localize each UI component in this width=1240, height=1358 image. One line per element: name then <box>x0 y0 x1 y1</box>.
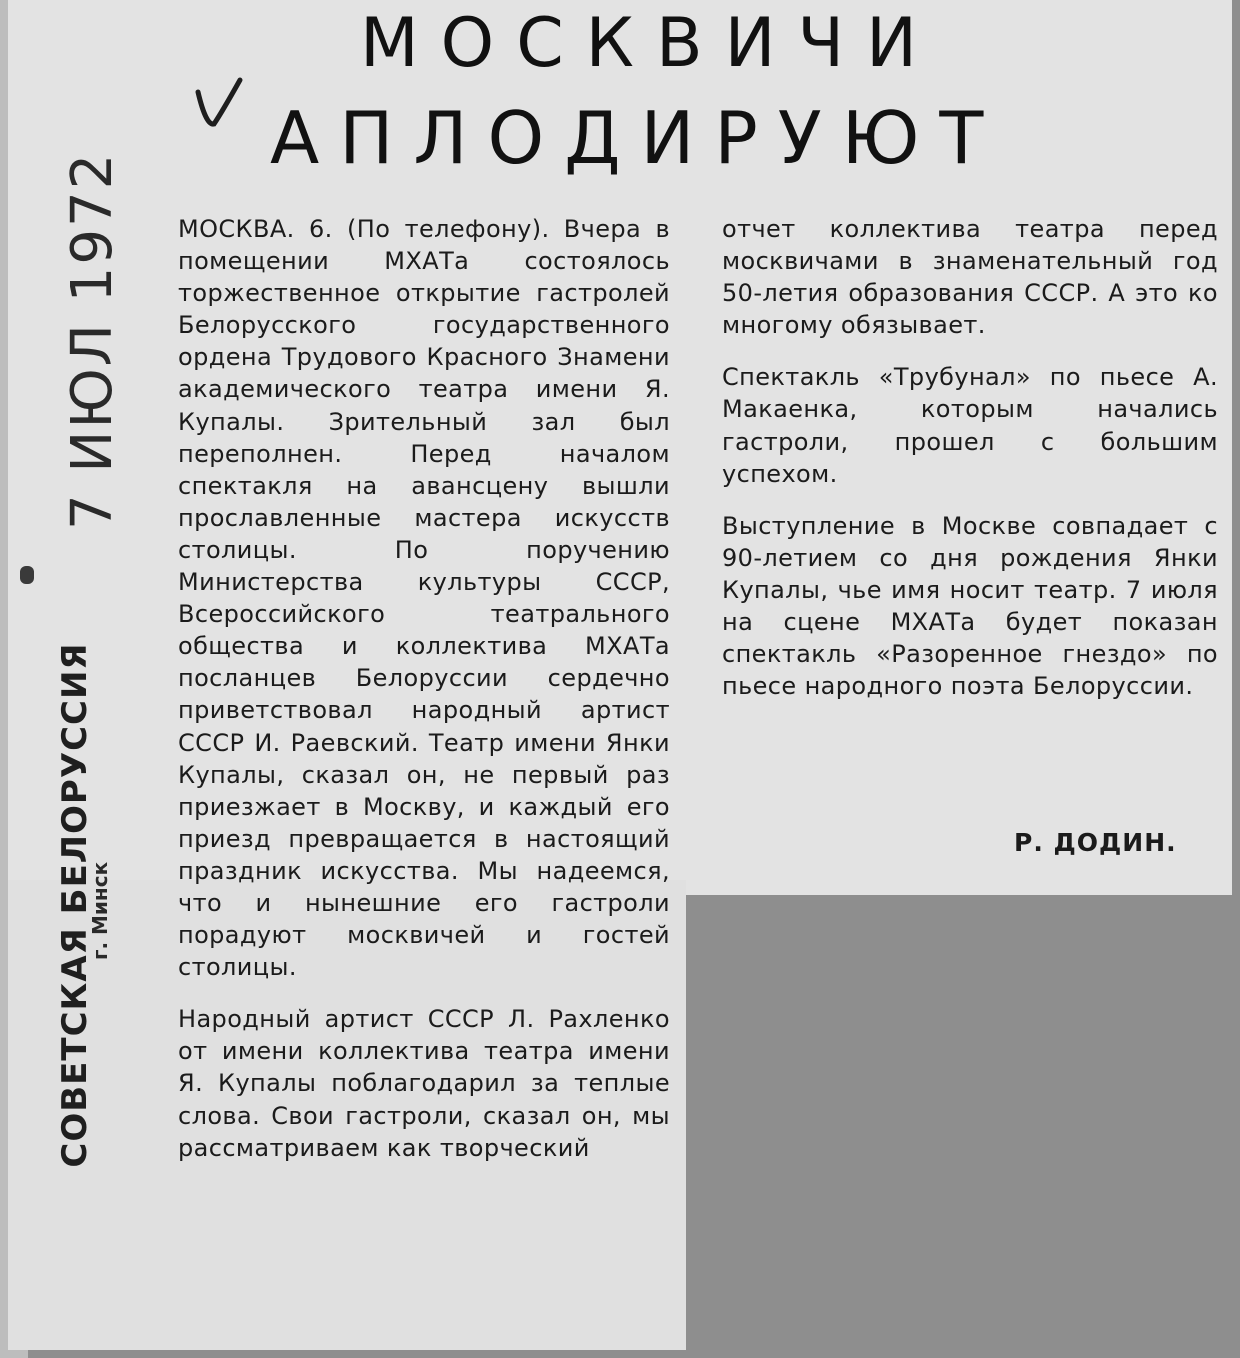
article-column-right <box>722 213 1218 702</box>
stamp-dot <box>20 566 34 584</box>
author-signature: Р. ДОДИН. <box>1014 828 1177 857</box>
article-paragraph: Спектакль «Трубунал» по пьесе А. Макаенка, которым начались гастроли, прошел с большим успехом. <box>722 363 1218 488</box>
headline-line-2: АПЛОДИРУЮТ <box>270 96 1004 180</box>
article-paragraph: Народный артист СССР Л. Рахленко от имени коллектива театра имени Я. Купалы поблагодарил за теплые слова. Свои гастроли, сказал он, мы рассматриваем как творческий <box>178 1005 670 1162</box>
article-paragraph: МОСКВА. 6. (По телефону). Вчера в помещении МХАТа состоялось торжественное открытие гастролей Белорусского государственного ордена Трудового Красного Знамени академического театра имени Я. Купалы. Зрительный зал был переполнен. Перед началом спектакля на авансцену вышли прославленные мастера искусств столицы. По поручению Министерства культуры СССР, Всероссийского театрального общества и коллектива МХАТа посланцев Белоруссии сердечно приветствовал народный артист СССР И. Раевский. Театр имени Янки Купалы, сказал он, не первый раз приезжает в Москву, и каждый его приезд превращается в настоящий праздник искусства. Мы надеемся, что и нынешние его гастроли порадуют москвичей и гостей столицы. <box>178 215 670 982</box>
city-stamp: г. Минск <box>88 861 112 960</box>
newspaper-name-stamp: СОВЕТСКАЯ БЕЛОРУССИЯ <box>55 642 95 1168</box>
headline-line-1: МОСКВИЧИ <box>360 4 939 83</box>
article-paragraph: отчет коллектива театра перед москвичами в знаменательный год 50-летия образования СССР. А это ко многому обязывает. <box>722 215 1218 340</box>
article-paragraph: Выступление в Москве совпадает с 90-летием со дня рождения Янки Купалы, чье имя носит театр. 7 июля на сцене МХАТа будет показан спектакль «Разоренное гнездо» по пьесе народного поэта Белоруссии. <box>722 511 1218 701</box>
handwritten-checkmark-icon <box>192 72 252 132</box>
date-stamp: 7 ИЮЛ 1972 <box>60 151 125 530</box>
article-column-left <box>178 213 670 1164</box>
